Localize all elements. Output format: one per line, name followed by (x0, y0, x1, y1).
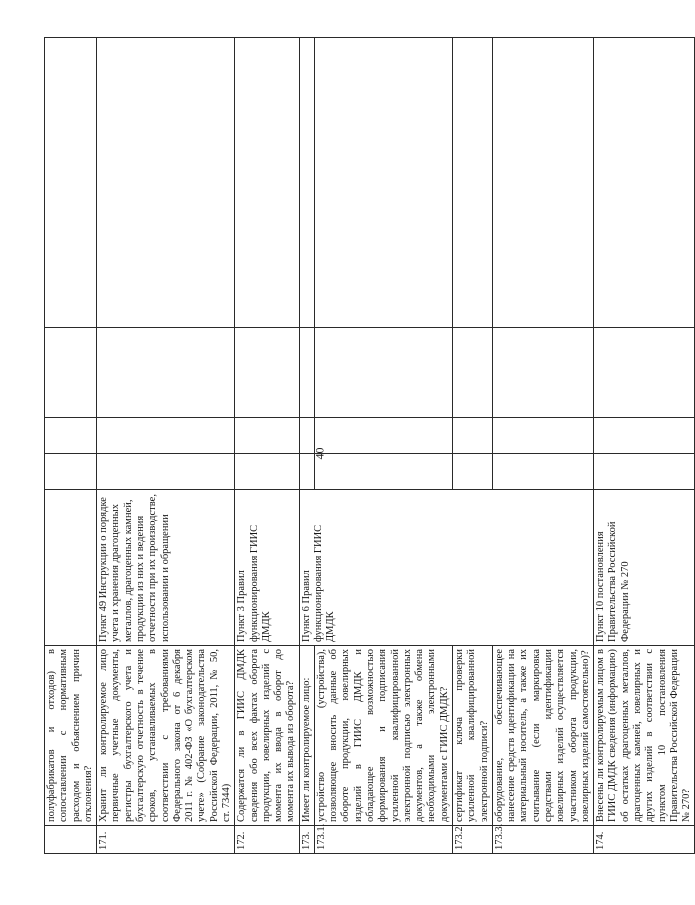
row-number: 174. (594, 826, 695, 854)
row-number: 173.1. (314, 826, 452, 854)
answer-yes-cell (97, 454, 235, 490)
row-number: 173.3. (492, 826, 593, 854)
answer-no-cell (235, 418, 299, 454)
note-cell (97, 38, 235, 328)
row-number: 173. (299, 826, 314, 854)
answer-no-cell (594, 418, 695, 454)
answer-yes-cell (453, 454, 493, 490)
requirement-cell: Пункт 49 Инструкции о порядке учета и хранения драгоценных металлов, драгоценных камней, продукции из них и ведения отчетности при их производстве, использовании и обращении (97, 490, 235, 646)
row-number (45, 826, 97, 854)
answer-yes-cell (45, 454, 97, 490)
note-cell (492, 38, 593, 328)
answer-yes-cell (235, 454, 299, 490)
checklist-table (44, 37, 695, 854)
table-row (97, 38, 235, 854)
note-cell (299, 38, 314, 328)
row-number: 171. (97, 826, 235, 854)
answer-na-cell (97, 328, 235, 418)
requirement-cell (45, 490, 97, 646)
requirement-cell: Пункт 3 Правил функционирования ГИИС ДМДК (235, 490, 299, 646)
requirement-cell: Пункт 6 Правил функционирования ГИИС ДМДК (299, 490, 593, 646)
page-number: 40 (312, 447, 327, 459)
note-cell (453, 38, 493, 328)
table-row (299, 38, 314, 854)
document-page (44, 38, 693, 854)
table-row (594, 38, 695, 854)
answer-yes-cell (299, 454, 314, 490)
note-cell (45, 38, 97, 328)
answer-na-cell (492, 328, 593, 418)
answer-no-cell (453, 418, 493, 454)
question-cell: устройство (устройства), позволяющее вносить данные об обороте продукции, ювелирных изделий в ГИИС ДМДК и обладающее возможностью формирования и подписания усиленной квалифицированной электронной подписью электронных документов, а также обмена необходимыми электронными документами с ГИИС ДМДК? (314, 646, 452, 826)
answer-no-cell (299, 418, 314, 454)
answer-no-cell (314, 418, 452, 454)
answer-na-cell (453, 328, 493, 418)
question-cell: Хранит ли контролируемое лицо первичные учетные документы, регистры бухгалтерского учета и бухгалтерскую отчетность в течение сроков, устанавливаемых в соответствии с требованиями Федерального закона от 6 декабря 2011 г. № 402-ФЗ «О бухгалтерском учете» (Собрание законодательства Российской Федерации, 2011, № 50, ст. 7344) (97, 646, 235, 826)
answer-no-cell (45, 418, 97, 454)
table-row (45, 38, 97, 854)
table-row (492, 38, 593, 854)
answer-yes-cell (492, 454, 593, 490)
answer-na-cell (235, 328, 299, 418)
answer-na-cell (299, 328, 314, 418)
question-cell: Имеет ли контролируемое лицо: (299, 646, 314, 826)
answer-no-cell (492, 418, 593, 454)
answer-na-cell (45, 328, 97, 418)
table-row (453, 38, 493, 854)
question-cell: Содержатся ли в ГИИС ДМДК сведения обо всех фактах оборота продукции, ювелирных изделий с момента их ввода в оборот до момента их вывода из оборота? (235, 646, 299, 826)
answer-yes-cell (314, 454, 452, 490)
note-cell (594, 38, 695, 328)
row-number: 173.2 (453, 826, 493, 854)
requirement-cell: Пункт 10 постановления Правительства Российской Федерации № 270 (594, 490, 695, 646)
answer-yes-cell (594, 454, 695, 490)
note-cell (314, 38, 452, 328)
table-row (235, 38, 299, 854)
answer-na-cell (314, 328, 452, 418)
answer-na-cell (594, 328, 695, 418)
question-cell: сертификат ключа проверки усиленной квалифицированной электронной подписи? (453, 646, 493, 826)
question-cell: Внесены ли контролируемым лицом в ГИИС ДМДК сведения (информацию) об остатках драгоценных металлов, драгоценных камней, ювелирных и других изделий в соответствии с пунктом 10 постановления Правительства Российской Федерации № 270? (594, 646, 695, 826)
answer-no-cell (97, 418, 235, 454)
table-row (314, 38, 452, 854)
rotated-table-wrapper (44, 38, 693, 854)
note-cell (235, 38, 299, 328)
question-cell: полуфабрикатов и отходов) в сопоставлении с нормативным расходом и объяснением причин отклонения? (45, 646, 97, 826)
question-cell: оборудование, обеспечивающее нанесение средств идентификации на материальный носитель, а также их считывание (если маркировка средствами идентификации ювелирных изделий осуществляется участником оборота продукции, ювелирных изделий самостоятельно)? (492, 646, 593, 826)
row-number: 172. (235, 826, 299, 854)
